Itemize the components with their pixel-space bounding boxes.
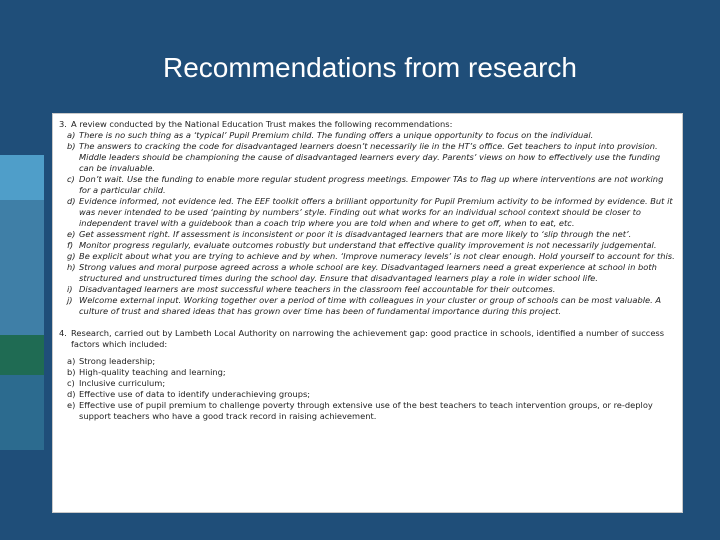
section-number: 4. [59,328,67,338]
list-item-text: Inclusive curriculum; [79,378,166,388]
list-item-text: Strong leadership; [79,356,156,366]
list-item [59,389,676,400]
list-item-letter: d) [67,196,76,206]
list-item-letter: a) [67,130,76,140]
strip-band [0,375,44,450]
section-heading-text: A review conducted by the National Education Trust makes the following recommendations: [71,119,453,129]
section-4-heading [59,328,676,350]
strip-band [0,200,44,335]
list-item-letter: g) [67,251,76,261]
list-item [59,196,676,229]
decorative-side-strip [0,0,44,540]
strip-band [0,0,44,155]
list-item-text: High-quality teaching and learning; [79,367,226,377]
list-item-letter: b) [67,141,76,151]
section-3-heading [59,119,676,130]
list-item [59,251,676,262]
list-item [59,284,676,295]
slide-title: Recommendations from research [163,52,577,83]
list-item-letter: h) [67,262,76,272]
list-item-letter: f) [67,240,74,250]
section-heading-text: Research, carried out by Lambeth Local Authority on narrowing the achievement gap: good practice in schools, identified a number of success factors which included: [71,328,665,349]
list-item-letter: c) [67,378,75,388]
list-item-text: Welcome external input. Working together over a period of time with colleagues in your cluster or group of schools can be most valuable. A culture of trust and shared ideas that has grown over time has been of fundamental importance during this project. [79,295,662,316]
list-item-text: There is no such thing as a ‘typical’ Pupil Premium child. The funding offers a unique opportunity to focus on the individual. [79,130,594,140]
list-item [59,400,676,422]
list-item-text: The answers to cracking the code for disadvantaged learners doesn’t necessarily lie in the HT’s office. Get teachers to input into provision. Middle leaders should be championing the cause of disadvantaged learners every day. Parents’ views on how to effectively use the funding can be invaluable. [79,141,661,173]
list-item [59,356,676,367]
list-item-letter: c) [67,174,75,184]
list-item-letter: i) [67,284,73,294]
list-item-text: Strong values and moral purpose agreed across a whole school are key. Disadvantaged learners need a great experience at school in both structured and unstructured times during the school day. Ensure that disadvantaged learners play a role in wider school life. [79,262,657,283]
list-item [59,130,676,141]
list-item-text: Be explicit about what you are trying to achieve and by when. ‘Improve numeracy levels’ is not clear enough. Hold yourself to account for this. [79,251,675,261]
strip-band [0,155,44,200]
list-item-text: Don’t wait. Use the funding to enable more regular student progress meetings. Empower TAs to flag up where interventions are not working for a particular child. [79,174,664,195]
list-item [59,141,676,174]
section-3-list [59,130,676,317]
section-4-list [59,356,676,422]
strip-band [0,335,44,375]
list-item [59,240,676,251]
list-item [59,262,676,284]
list-item-letter: j) [67,295,73,305]
list-item [59,229,676,240]
list-item-text: Effective use of pupil premium to challenge poverty through extensive use of the best teachers to teach intervention groups, or re-deploy support teachers who have a good track record in raising achievement. [79,400,653,421]
list-item-letter: b) [67,367,76,377]
document-excerpt [52,113,683,513]
list-item [59,367,676,378]
list-item-text: Disadvantaged learners are most successful where teachers in the classroom feel accountable for their outcomes. [79,284,556,294]
list-item-letter: e) [67,400,76,410]
list-item [59,174,676,196]
list-item-text: Monitor progress regularly, evaluate outcomes robustly but understand that effective quality improvement is not necessarily judgemental. [79,240,657,250]
list-item [59,378,676,389]
list-item [59,295,676,317]
section-number: 3. [59,119,67,129]
list-item-text: Evidence informed, not evidence led. The EEF toolkit offers a brilliant opportunity for Pupil Premium activity to be informed by evidence. But it was never intended to be used ‘painting by numbers’ style. Finding out what works for an individual school context should be closer to independent travel with a guidebook than a coach trip where you are told when and where to get off, when to eat, etc. [79,196,673,228]
list-item-letter: a) [67,356,76,366]
strip-band [0,450,44,540]
list-item-text: Effective use of data to identify underachieving groups; [79,389,311,399]
list-item-letter: d) [67,389,76,399]
list-item-text: Get assessment right. If assessment is inconsistent or poor it is disadvantaged learners that are more likely to ‘slip through the net’. [79,229,632,239]
list-item-letter: e) [67,229,76,239]
